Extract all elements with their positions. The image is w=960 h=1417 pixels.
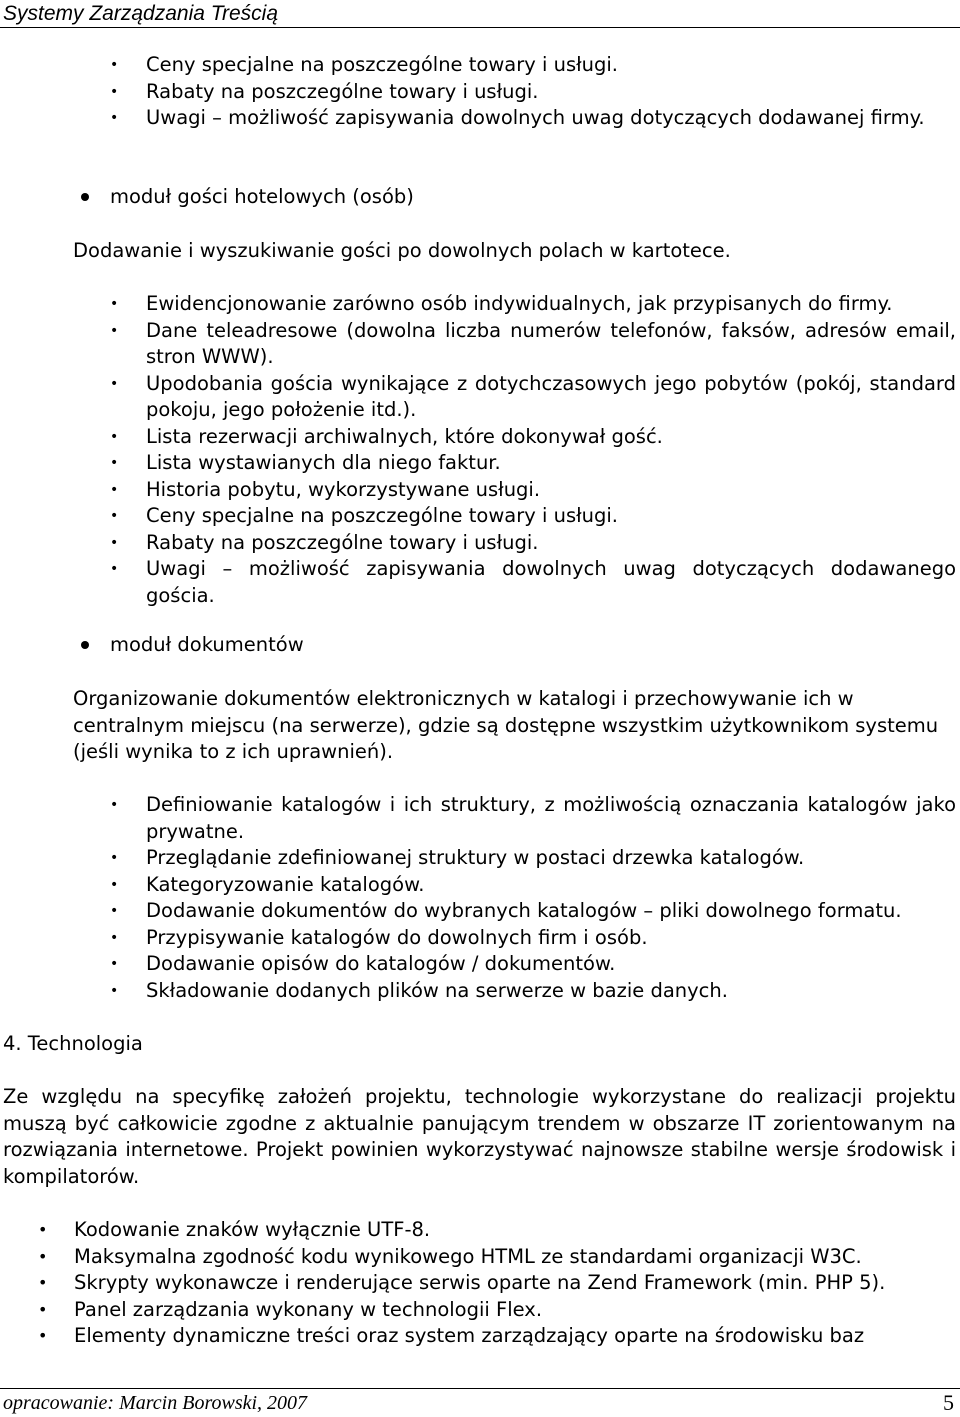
bullet-icon: • xyxy=(38,1246,48,1266)
bullet-icon: • xyxy=(110,455,119,471)
bullet-icon: • xyxy=(110,83,119,100)
list-item: • Uwagi – możliwość zapisywania dowolnych uwag dotyczących dodawanego gościa. xyxy=(110,557,956,607)
list-item: • Składowanie dodanych plików na serwerze w bazie danych. xyxy=(146,978,956,1005)
bullet-icon: • xyxy=(110,534,119,551)
list-item: • Panel zarządzania wykonany w technologii Flex. xyxy=(74,1297,956,1324)
bullet-icon: • xyxy=(110,508,119,524)
footer-author: opracowanie: Marcin Borowski, 2007 xyxy=(3,1392,308,1414)
list-item: • Dodawanie opisów do katalogów / dokumentów. xyxy=(146,951,956,978)
bullet-icon: • xyxy=(110,929,119,946)
bullet-icon: • xyxy=(110,296,119,312)
page-number: 5 xyxy=(943,1390,954,1415)
bullet-icon: • xyxy=(110,561,119,577)
module-docs-description: Organizowanie dokumentów elektronicznych w katalogi i przechowywanie ich w centralnym miejscu (na serwerze), gdzie są dostępne wszystkim użytkownikom systemu (jeśli wynika to z ich uprawnień). xyxy=(73,687,939,763)
list-item: • Historia pobytu, wykorzystywane usługi. xyxy=(146,477,956,504)
bullet-icon: • xyxy=(110,797,119,813)
bullet-icon: • xyxy=(110,110,119,126)
list-item: • Upodobania gościa wynikające z dotychczasowych jego pobytów (pokój, standard pokoju, jego położenie itd.). xyxy=(110,371,956,421)
list-item: • Rabaty na poszczególne towary i usługi. xyxy=(146,79,956,106)
bullet-icon: • xyxy=(110,57,119,73)
bullet-icon: • xyxy=(110,850,119,866)
list-item: • Dodawanie dokumentów do wybranych katalogów – pliki dowolnego formatu. xyxy=(146,898,956,925)
bullet-icon: • xyxy=(110,956,119,972)
list-item: • Przeglądanie zdefiniowanej struktury w postaci drzewka katalogów. xyxy=(146,845,956,872)
bullet-icon: • xyxy=(38,1273,48,1292)
bullet-icon: • xyxy=(110,481,119,498)
header-title: Systemy Zarządzania Treścią xyxy=(3,2,279,25)
list-item: • Ceny specjalne na poszczególne towary i usługi. xyxy=(146,52,956,79)
list-item: • Kodowanie znaków wyłącznie UTF-8. xyxy=(74,1217,956,1244)
list-item: • Lista rezerwacji archiwalnych, które dokonywał gość. xyxy=(146,424,956,451)
bullet-icon: • xyxy=(38,1220,48,1239)
bullet-icon: • xyxy=(38,1299,48,1319)
bullet-icon: • xyxy=(110,876,119,893)
list-item: • Lista wystawianych dla niego faktur. xyxy=(146,450,956,477)
module-bullet-icon xyxy=(81,193,89,201)
list-item: • Elementy dynamiczne treści oraz system zarządzający oparte na środowisku baz xyxy=(74,1323,956,1350)
module-docs-heading: moduł dokumentów xyxy=(110,632,304,658)
bullet-icon: • xyxy=(110,903,119,919)
list-technology xyxy=(38,1217,956,1350)
module-guests-description: Dodawanie i wyszukiwanie gości po dowolnych polach w kartotece. xyxy=(73,239,731,262)
list-doc-features xyxy=(110,792,956,1004)
list-item: • Rabaty na poszczególne towary i usługi. xyxy=(146,530,956,557)
list-item: • Kategoryzowanie katalogów. xyxy=(146,872,956,899)
header-divider xyxy=(0,27,960,28)
bullet-icon: • xyxy=(110,982,119,999)
section-heading-technology: 4. Technologia xyxy=(3,1032,143,1055)
bullet-icon: • xyxy=(110,322,119,339)
list-item: • Maksymalna zgodność kodu wynikowego HTML ze standardami organizacji W3C. xyxy=(74,1244,956,1271)
list-item: • Uwagi – możliwość zapisywania dowolnych uwag dotyczących dodawanej firmy. xyxy=(146,105,956,132)
list-company-extras xyxy=(110,52,956,132)
bullet-icon: • xyxy=(38,1326,48,1345)
module-bullet-icon xyxy=(81,641,89,649)
technology-paragraph: Ze względu na specyfikę założeń projektu, technologie wykorzystane do realizacji projektu muszą być całkowicie zgodne z aktualnie panującym trendem w obszarze IT zorientowanym na rozwiązania internetowe. Projekt powinien wykorzystywać najnowsze stabilne wersje środowisk i kompilatorów. xyxy=(3,1085,956,1188)
list-item: • Ewidencjonowanie zarówno osób indywidualnych, jak przypisanych do firmy. xyxy=(146,291,956,318)
module-guests-heading: moduł gości hotelowych (osób) xyxy=(110,184,414,210)
list-item: • Skrypty wykonawcze i renderujące serwis oparte na Zend Framework (min. PHP 5). xyxy=(74,1270,956,1297)
bullet-icon: • xyxy=(110,375,119,392)
list-item: • Definiowanie katalogów i ich struktury, z możliwością oznaczania katalogów jako prywatne. xyxy=(110,793,956,843)
list-item: • Ceny specjalne na poszczególne towary i usługi. xyxy=(146,503,956,530)
list-item: • Przypisywanie katalogów do dowolnych firm i osób. xyxy=(146,925,956,952)
bullet-icon: • xyxy=(110,428,119,445)
footer-divider xyxy=(0,1388,960,1389)
list-guest-features xyxy=(110,291,956,609)
list-item: • Dane teleadresowe (dowolna liczba numerów telefonów, faksów, adresów email, stron WWW). xyxy=(110,318,956,368)
